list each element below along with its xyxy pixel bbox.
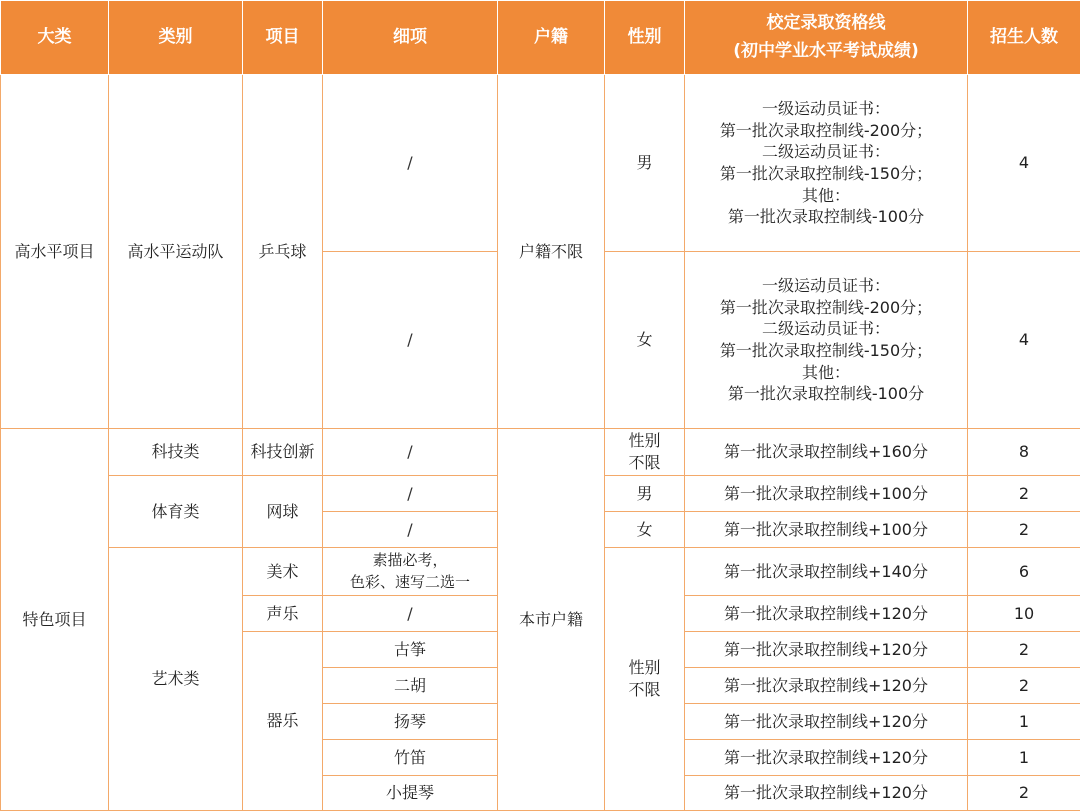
header-project: 项目 [243, 1, 323, 75]
hukou-local: 本市户籍 [498, 429, 605, 811]
project-tech-innovation: 科技创新 [243, 429, 323, 476]
detail-cell: 古筝 [323, 632, 498, 668]
detail-cell: / [323, 512, 498, 548]
gender-any: 性别 不限 [605, 548, 685, 811]
header-category: 类别 [109, 1, 243, 75]
requirement-cell: 第一批次录取控制线+140分 [685, 548, 968, 596]
requirement-cell: 第一批次录取控制线+120分 [685, 596, 968, 632]
category-sports: 体育类 [109, 476, 243, 548]
detail-cell: / [323, 252, 498, 429]
quota-cell: 1 [968, 704, 1080, 740]
quota-cell: 2 [968, 512, 1080, 548]
quota-cell: 2 [968, 776, 1080, 811]
requirement-cell: 一级运动员证书： 第一批次录取控制线-200分； 二级运动员证书： 第一批次录取控制线-150分； 其他： 第一批次录取控制线-100分 [685, 252, 968, 429]
quota-cell: 6 [968, 548, 1080, 596]
header-hukou: 户籍 [498, 1, 605, 75]
requirement-cell: 第一批次录取控制线+160分 [685, 429, 968, 476]
header-qualification: 校定录取资格线 (初中学业水平考试成绩) [685, 1, 968, 75]
requirement-cell: 第一批次录取控制线+120分 [685, 776, 968, 811]
table-row [1, 75, 1080, 252]
quota-cell: 2 [968, 632, 1080, 668]
requirement-cell: 第一批次录取控制线+120分 [685, 632, 968, 668]
quota-cell: 10 [968, 596, 1080, 632]
project-instrumental: 器乐 [243, 632, 323, 811]
requirement-cell: 第一批次录取控制线+120分 [685, 704, 968, 740]
detail-cell: / [323, 75, 498, 252]
header-quota: 招生人数 [968, 1, 1080, 75]
detail-cell: 竹笛 [323, 740, 498, 776]
quota-cell: 2 [968, 476, 1080, 512]
section-special: 特色项目 [1, 429, 109, 811]
requirement-cell: 第一批次录取控制线+100分 [685, 512, 968, 548]
detail-cell: / [323, 429, 498, 476]
detail-cell: 扬琴 [323, 704, 498, 740]
requirement-cell: 第一批次录取控制线+120分 [685, 740, 968, 776]
table-row [1, 429, 1080, 476]
quota-cell: 4 [968, 252, 1080, 429]
gender-any: 性别 不限 [605, 429, 685, 476]
project-vocal: 声乐 [243, 596, 323, 632]
detail-cell: 小提琴 [323, 776, 498, 811]
quota-cell: 2 [968, 668, 1080, 704]
requirement-cell: 一级运动员证书： 第一批次录取控制线-200分； 二级运动员证书： 第一批次录取控制线-150分； 其他： 第一批次录取控制线-100分 [685, 75, 968, 252]
detail-cell: / [323, 596, 498, 632]
requirement-cell: 第一批次录取控制线+120分 [685, 668, 968, 704]
header-gender: 性别 [605, 1, 685, 75]
hukou-any: 户籍不限 [498, 75, 605, 429]
header-detail: 细项 [323, 1, 498, 75]
gender-female: 女 [605, 512, 685, 548]
quota-cell: 4 [968, 75, 1080, 252]
requirement-cell: 第一批次录取控制线+100分 [685, 476, 968, 512]
project-pingpong: 乒乓球 [243, 75, 323, 429]
project-tennis: 网球 [243, 476, 323, 548]
category-tech: 科技类 [109, 429, 243, 476]
detail-cell: 素描必考， 色彩、速写二选一 [323, 548, 498, 596]
quota-cell: 8 [968, 429, 1080, 476]
header-major: 大类 [1, 1, 109, 75]
quota-cell: 1 [968, 740, 1080, 776]
section-high-level: 高水平项目 [1, 75, 109, 429]
header-row [1, 1, 1080, 75]
gender-male: 男 [605, 75, 685, 252]
category-arts: 艺术类 [109, 548, 243, 811]
gender-female: 女 [605, 252, 685, 429]
category-sports-team: 高水平运动队 [109, 75, 243, 429]
detail-cell: 二胡 [323, 668, 498, 704]
detail-cell: / [323, 476, 498, 512]
gender-male: 男 [605, 476, 685, 512]
project-fine-arts: 美术 [243, 548, 323, 596]
